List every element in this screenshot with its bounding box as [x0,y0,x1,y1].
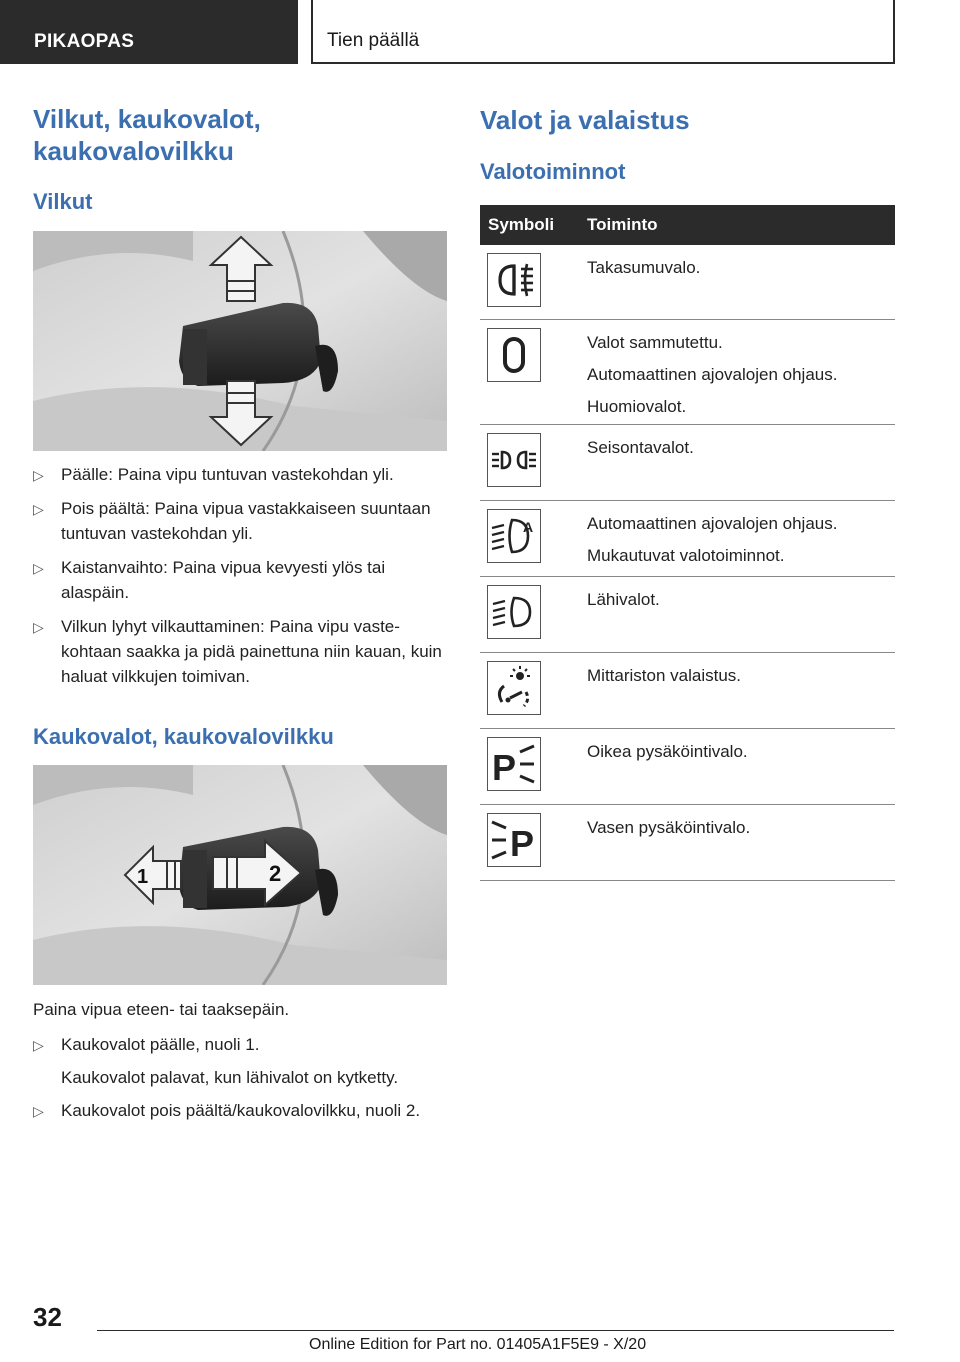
list-item-note: Kaukovalot palavat, kun lähivalot on kytketty. [61,1068,399,1087]
table-row [480,653,895,729]
high-beam-stalk-image [33,765,447,985]
triangle-bullet-icon: ▷ [33,467,44,483]
right-title: Valot ja valaistus [480,105,690,135]
instrument-lighting-icon [487,661,541,715]
svg-text:P: P [492,747,517,788]
left-parking-light-icon [487,813,541,867]
kaukovalot-intro: Paina vipua eteen- tai taaksepäin. [33,1000,290,1019]
function-text: Automaattinen ajovalojen ohjaus. [587,514,838,533]
list-item: ▷ Kaistanvaihto: Paina vipua kevyesti ylös tai alaspäin. [33,558,386,602]
right-subtitle: Valotoiminnot [480,159,626,184]
function-text: Valot sammutettu. [587,333,723,352]
arrow-1-label: 1 [137,866,149,888]
left-title-line1: Vilkut, kaukovalot, [33,104,261,134]
table-row [480,425,895,501]
col-header-symbol: Symboli [488,215,555,234]
list-item: ▷ Päälle: Paina vipu tuntuvan vastekohdan yli. [33,462,447,487]
vilkut-heading: Vilkut [33,189,93,214]
function-text: Automaattinen ajovalojen ohjaus. [587,365,838,384]
header-chapter-label: Tien päällä [327,30,420,51]
table-header [480,205,895,245]
svg-text:A: A [523,519,534,535]
function-text: Seisontavalot. [587,438,694,457]
header-section-tab [0,0,298,64]
list-item: ▷ Vilkun lyhyt vilkauttaminen: Paina vipu vastekohtaan saakka ja pidä painettuna niin kauan, kuin haluat vilkkujen toimivan. [33,617,442,686]
kaukovalot-heading: Kaukovalot, kaukovalovilkku [33,724,334,749]
list-item: ▷ Kaukovalot pois päältä/kaukovalovilkku, nuoli 2. [33,1098,447,1123]
table-row [480,320,895,425]
col-header-function: Toiminto [587,215,658,234]
function-text: Takasumuvalo. [587,258,701,277]
lights-off-zero-icon [487,328,541,382]
kaukovalot-bullet-list [33,1032,447,1123]
table-row [480,245,895,320]
footer-divider [97,1330,894,1331]
parking-lights-icon [487,433,541,487]
right-parking-light-icon [487,737,541,791]
left-title-line2: kaukovalovilkku [33,136,234,166]
header-chapter-tab [311,0,895,64]
list-item: ▷ Kaukovalot päälle, nuoli 1. [33,1032,447,1057]
table-row [480,501,895,577]
table-row [480,805,895,881]
triangle-bullet-icon: ▷ [33,560,44,576]
header-section-label: PIKAOPAS [34,31,135,52]
triangle-bullet-icon: ▷ [33,1037,44,1053]
left-title [33,103,261,167]
footer-edition: Online Edition for Part no. 01405A1F5E9 - X/20 [309,1336,647,1353]
arrow-2-label: 2 [269,861,282,886]
function-text: Mittariston valaistus. [587,666,741,685]
svg-text:P: P [510,823,535,864]
low-beam-icon [487,585,541,639]
list-item: ▷ Pois päältä: Paina vipua vastakkaiseen suuntaan tuntuvan vastekohdan yli. [33,499,431,543]
function-text: Vasen pysäköintivalo. [587,818,751,837]
function-text: Mukautuvat valotoiminnot. [587,546,785,565]
vilkut-bullet-list [33,462,447,689]
light-functions-table [480,205,895,881]
rear-fog-light-icon [487,253,541,307]
triangle-bullet-icon: ▷ [33,619,44,635]
function-text: Huomiovalot. [587,397,687,416]
turn-signal-stalk-image [33,231,447,451]
triangle-bullet-icon: ▷ [33,501,44,517]
function-text: Oikea pysäköintivalo. [587,742,748,761]
table-row [480,577,895,653]
table-row [480,729,895,805]
auto-headlight-icon [487,509,541,563]
function-text: Lähivalot. [587,590,660,609]
page-number: 32 [33,1302,62,1332]
triangle-bullet-icon: ▷ [33,1103,44,1119]
